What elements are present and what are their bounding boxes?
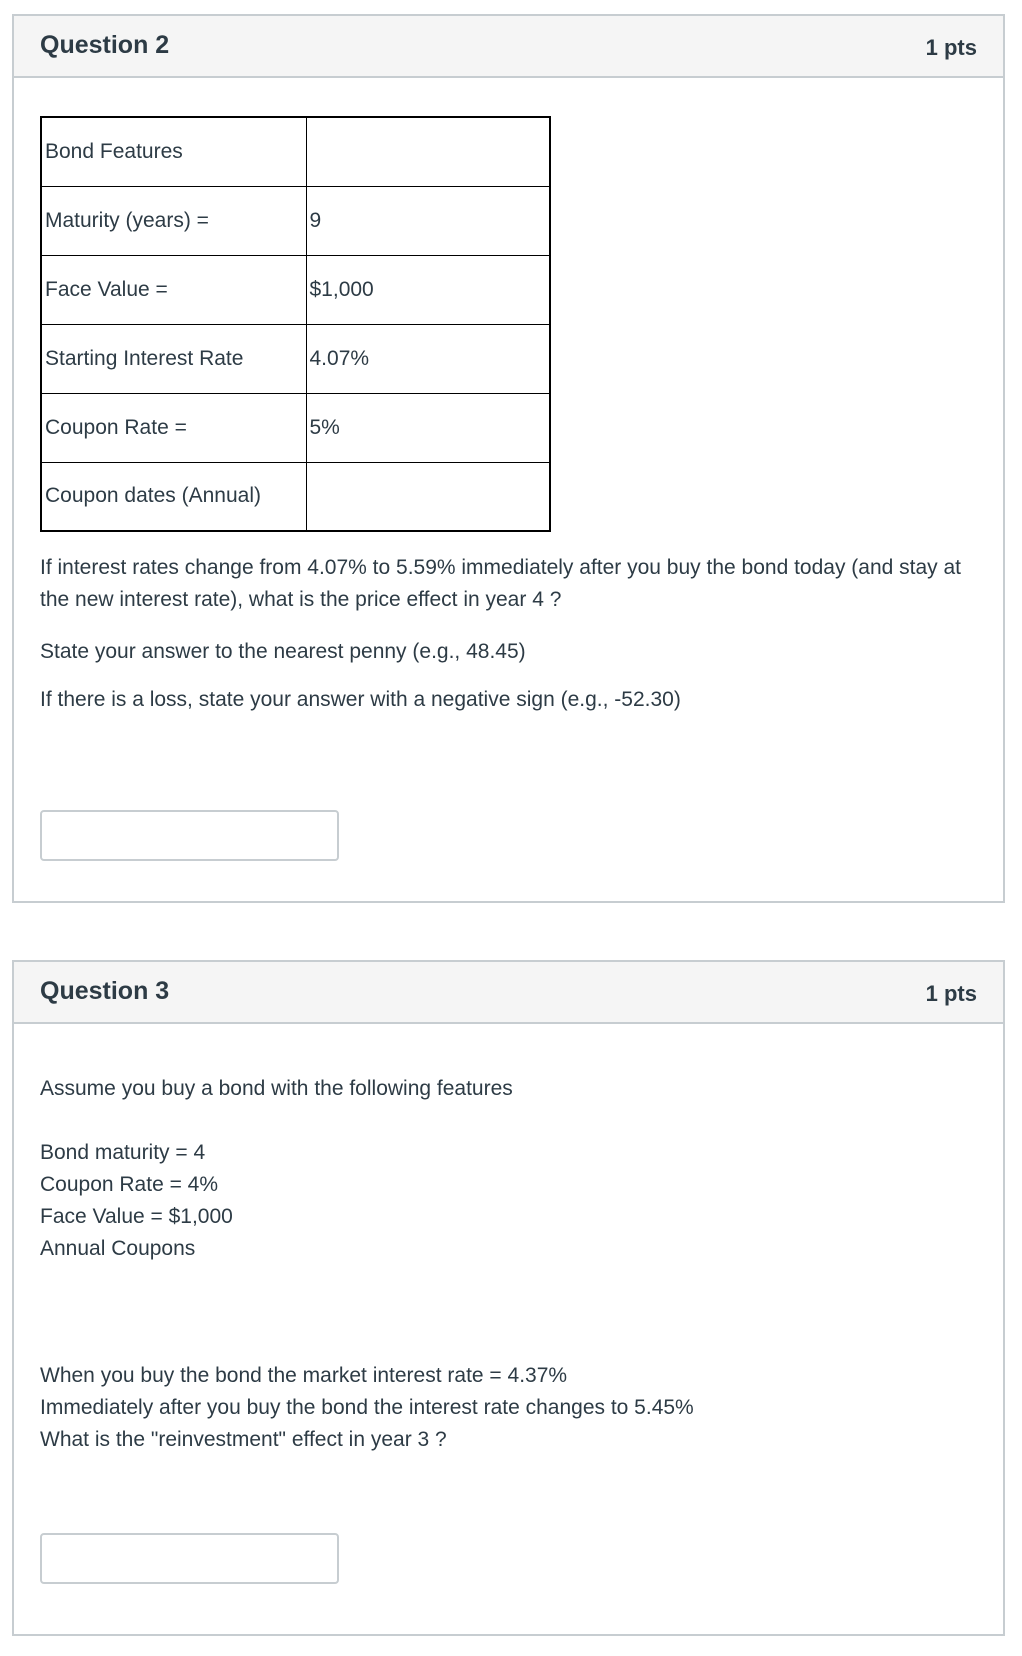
feature-line: Bond maturity = 4	[40, 1141, 206, 1164]
question-2-card	[12, 14, 1005, 903]
table-row	[41, 117, 550, 186]
table-row	[41, 393, 550, 462]
table-cell-label: Coupon dates (Annual)	[41, 462, 306, 531]
question-3-card	[12, 960, 1005, 1636]
table-row	[41, 186, 550, 255]
scenario-line: When you buy the bond the market interest rate = 4.37%	[40, 1364, 568, 1387]
question-2-header	[14, 16, 1003, 78]
table-cell-value: 5%	[306, 393, 550, 462]
table-cell-label: Maturity (years) =	[41, 186, 306, 255]
question-3-header	[14, 962, 1003, 1024]
table-cell-label: Coupon Rate =	[41, 393, 306, 462]
table-row	[41, 462, 550, 531]
feature-line: Coupon Rate = 4%	[40, 1173, 219, 1196]
table-row	[41, 324, 550, 393]
table-cell-value: 4.07%	[306, 324, 550, 393]
question-2-answer-input[interactable]	[40, 810, 339, 861]
question-3-intro: Assume you buy a bond with the following features	[40, 1077, 513, 1100]
question-3-title: Question 3	[40, 977, 170, 1005]
question-3-points: 1 pts	[925, 981, 977, 1006]
feature-line: Annual Coupons	[40, 1237, 196, 1260]
question-3-features	[40, 1137, 233, 1265]
question-3-scenario	[40, 1360, 694, 1456]
question-2-points: 1 pts	[925, 35, 977, 60]
table-cell-value	[306, 462, 550, 531]
table-row	[41, 255, 550, 324]
table-cell-value: $1,000	[306, 255, 550, 324]
question-2-rounding-instruction: State your answer to the nearest penny (e.g., 48.45)	[40, 640, 526, 663]
table-cell-value	[306, 117, 550, 186]
scenario-line: What is the "reinvestment" effect in year 3 ?	[40, 1428, 447, 1451]
table-cell-label: Bond Features	[41, 117, 306, 186]
question-3-answer-input[interactable]	[40, 1533, 339, 1584]
table-cell-label: Face Value =	[41, 255, 306, 324]
question-2-sign-instruction: If there is a loss, state your answer with a negative sign (e.g., -52.30)	[40, 688, 681, 711]
bond-features-table	[40, 116, 551, 532]
table-cell-label: Starting Interest Rate	[41, 324, 306, 393]
question-2-title: Question 2	[40, 31, 170, 59]
feature-line: Face Value = $1,000	[40, 1205, 233, 1228]
table-cell-value: 9	[306, 186, 550, 255]
scenario-line: Immediately after you buy the bond the interest rate changes to 5.45%	[40, 1396, 694, 1419]
question-2-prompt: If interest rates change from 4.07% to 5.59% immediately after you buy the bond today (and stay at the new interest rate), what is the price effect in year 4 ?	[40, 556, 962, 611]
